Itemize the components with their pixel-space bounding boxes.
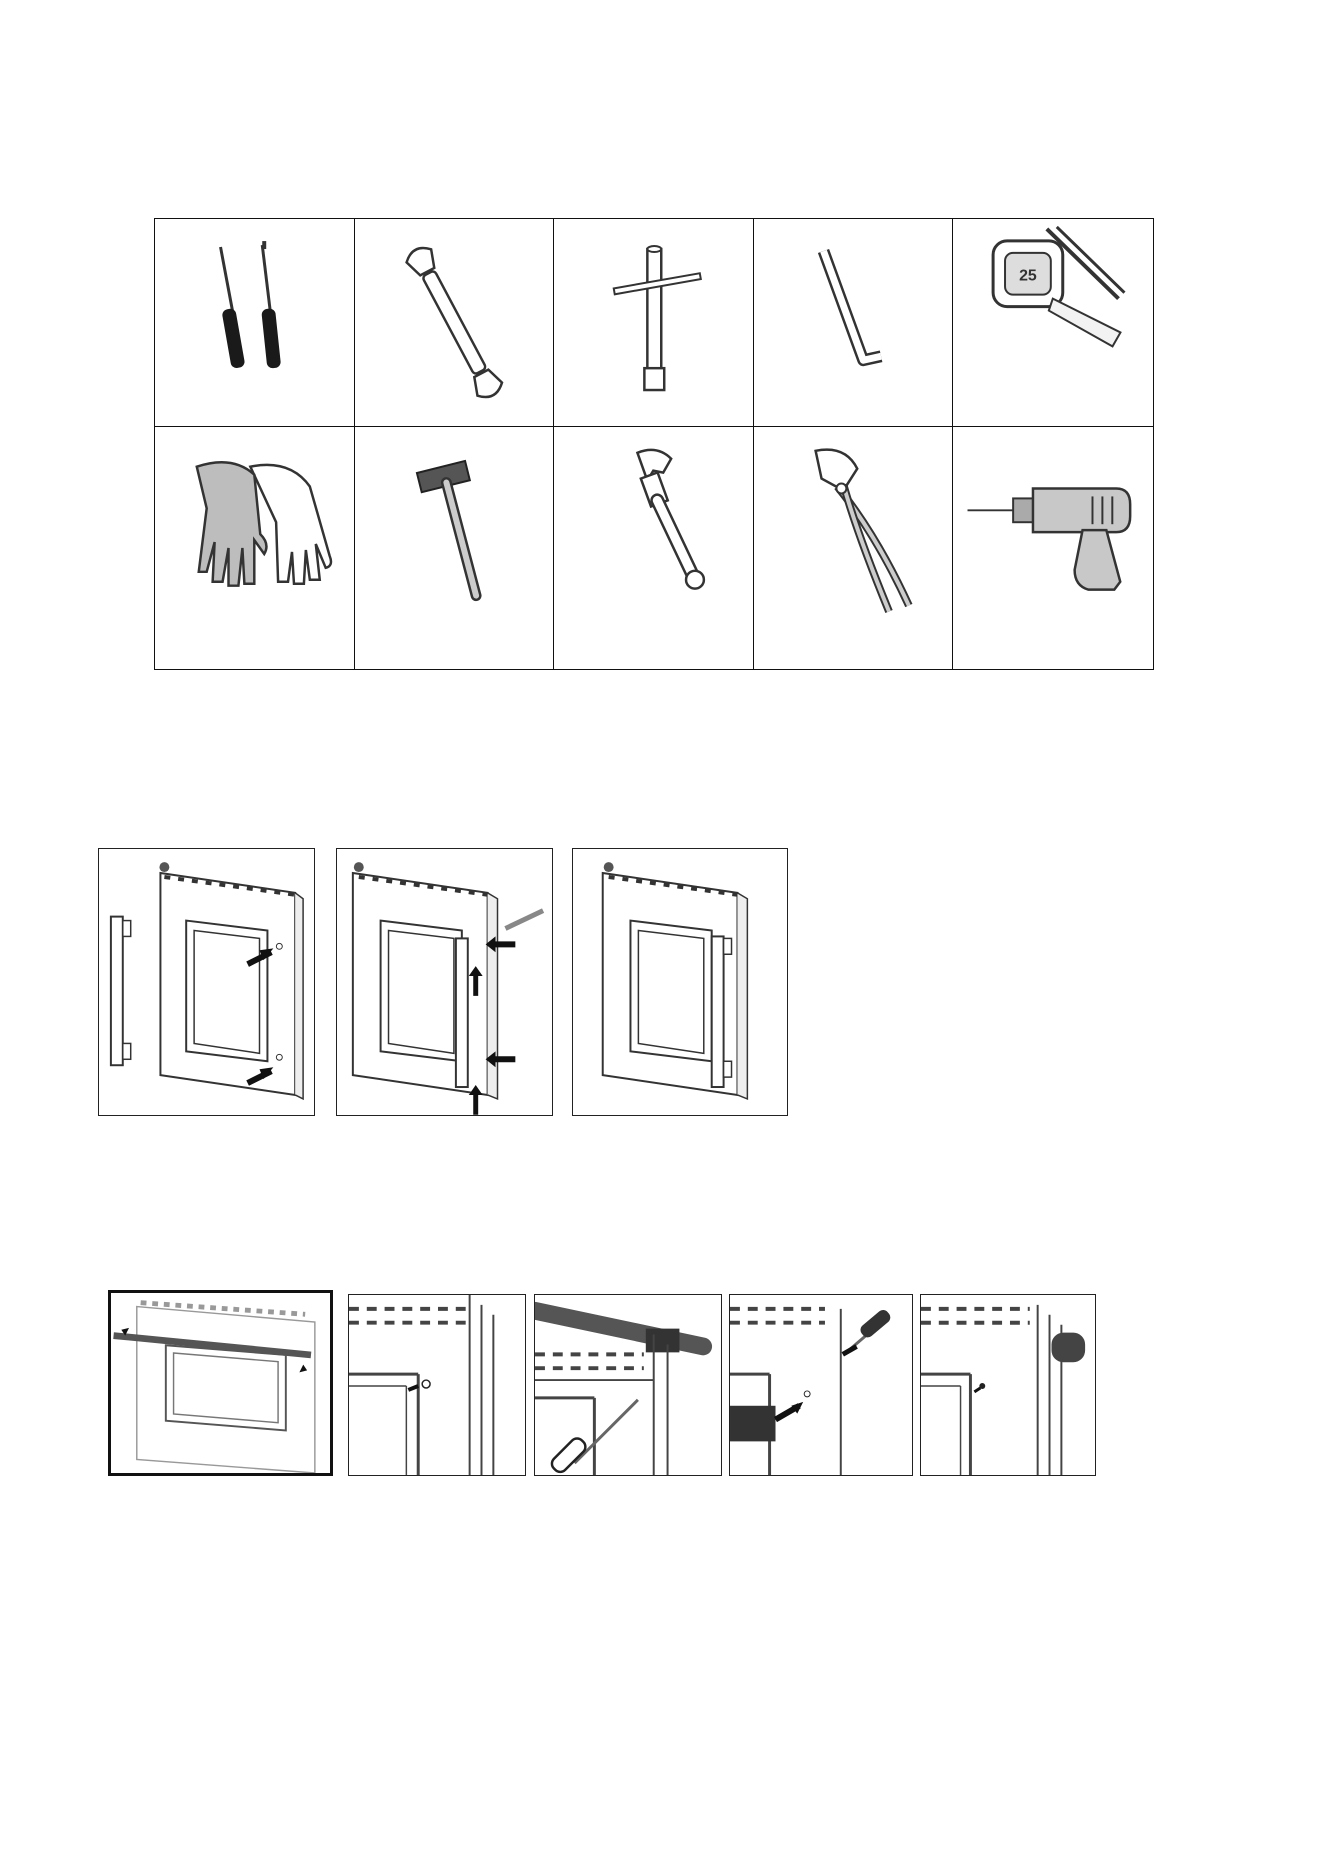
hammer-icon xyxy=(355,427,554,669)
horizontal-handle-step-5 xyxy=(920,1294,1096,1476)
door-corner-handle-insert-screwdriver xyxy=(730,1295,912,1475)
vertical-handle-step-1 xyxy=(98,848,315,1116)
vertical-handle-step-2 xyxy=(336,848,553,1116)
tool-cell-hex-key xyxy=(754,219,954,427)
work-gloves-icon xyxy=(155,427,354,669)
door-corner-handle-mounted xyxy=(921,1295,1095,1475)
tools-table xyxy=(154,218,1154,670)
door-top-with-handle-arrows xyxy=(111,1293,330,1473)
door-corner-screw-hole xyxy=(349,1295,525,1475)
tool-cell-screwdrivers xyxy=(155,219,355,427)
electric-drill-icon xyxy=(953,427,1153,669)
water-pump-pliers-icon xyxy=(754,427,953,669)
tool-cell-socket-wrench xyxy=(554,219,754,427)
tool-cell-pliers xyxy=(754,427,954,669)
open-end-wrench-icon xyxy=(355,219,554,426)
tool-cell-open-end-wrench xyxy=(355,219,555,427)
tool-cell-gloves xyxy=(155,427,355,669)
tape-measure-pencil-icon xyxy=(953,219,1153,426)
vertical-handle-step-3 xyxy=(572,848,788,1116)
horizontal-handle-step-4 xyxy=(729,1294,913,1476)
screwdrivers-icon xyxy=(155,219,354,426)
svg-text:25: 25 xyxy=(1019,267,1038,285)
tool-cell-tape-measure xyxy=(953,219,1153,427)
door-with-handle-mounted xyxy=(573,849,787,1115)
door-corner-screwdriver-handle-top xyxy=(535,1295,721,1475)
horizontal-handle-step-1 xyxy=(108,1290,333,1476)
door-handle-fastening-with-arrows xyxy=(337,849,552,1115)
horizontal-handle-step-2 xyxy=(348,1294,526,1476)
tool-cell-hammer xyxy=(355,427,555,669)
horizontal-handle-step-3 xyxy=(534,1294,722,1476)
hex-key-icon xyxy=(754,219,953,426)
tool-cell-adjustable-wrench xyxy=(554,427,754,669)
adjustable-wrench-icon xyxy=(554,427,753,669)
tool-cell-drill xyxy=(953,427,1153,669)
door-with-separate-handle xyxy=(99,849,314,1115)
socket-wrench-icon xyxy=(554,219,753,426)
